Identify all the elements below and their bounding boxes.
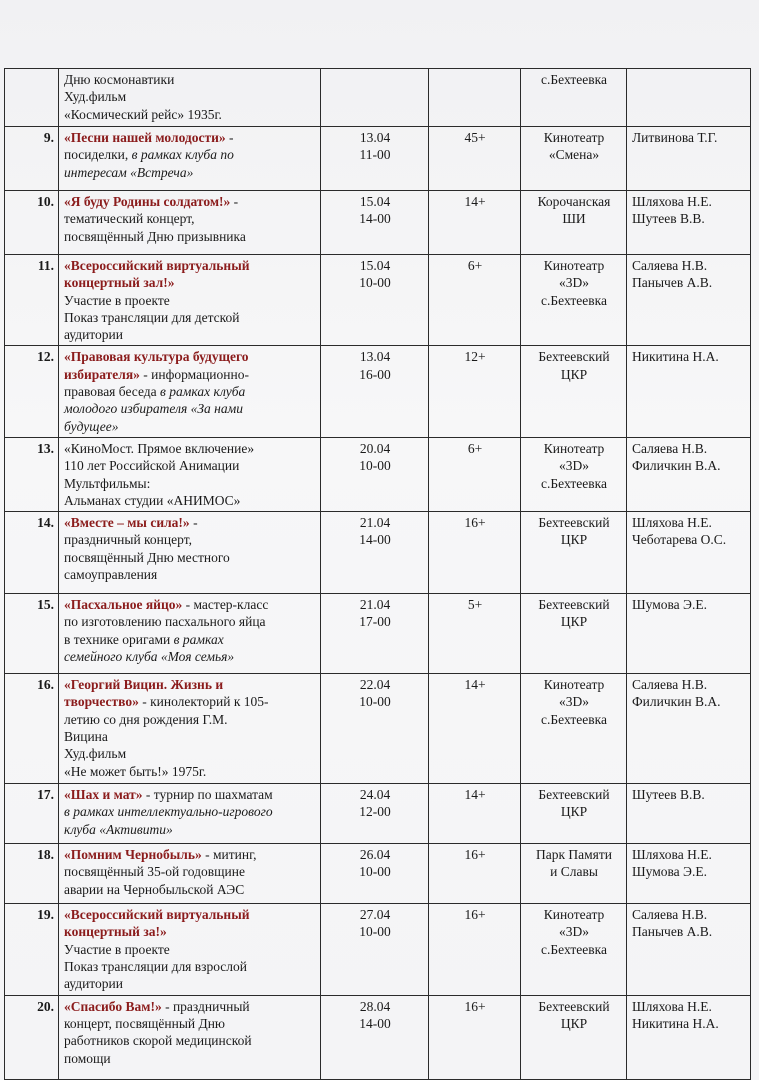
description-line — [64, 475, 316, 492]
description-line — [64, 786, 316, 803]
description-line — [64, 440, 316, 457]
description-line — [64, 1032, 316, 1049]
event-time: 10-00 — [359, 924, 391, 940]
description-text: по изготовлению пасхального яйца — [64, 614, 266, 630]
description-text: самоуправления — [64, 567, 158, 583]
description-line — [64, 1050, 316, 1067]
description-line — [64, 457, 316, 474]
event-date: 15.04 — [359, 194, 391, 209]
responsible-person: Филичкин В.А. — [632, 694, 721, 710]
responsible-persons — [627, 674, 751, 784]
events-table-body — [5, 69, 751, 1080]
description-line — [64, 210, 316, 227]
description-line — [64, 648, 316, 665]
description-line — [64, 274, 316, 291]
description-line — [64, 958, 316, 975]
event-time: 11-00 — [359, 147, 391, 163]
age-rating: 16+ — [429, 512, 521, 594]
description-line — [64, 228, 316, 245]
responsible-person: Саляева Н.В. — [632, 907, 708, 923]
responsible-persons — [627, 127, 751, 191]
event-time: 10-00 — [359, 458, 391, 474]
description-line — [64, 863, 316, 880]
event-time: 17-00 — [359, 614, 391, 630]
event-date: 21.04 — [359, 597, 391, 613]
venue-line: Бехтеевский — [538, 597, 610, 613]
description-text: праздничный концерт, — [64, 532, 192, 548]
row-number: 19. — [5, 904, 59, 995]
description-line — [64, 383, 316, 400]
description-text: - информационно- — [139, 366, 249, 382]
age-rating: 16+ — [429, 904, 521, 995]
description-text: помощи — [64, 1050, 111, 1066]
description-text: «Космический рейс» 1935г. — [64, 106, 222, 122]
event-title: «Песни нашей молодости» — [64, 130, 226, 145]
responsible-person: Литвинова Т.Г. — [632, 130, 718, 145]
age-rating: 16+ — [429, 995, 521, 1079]
event-date-time — [321, 69, 429, 127]
venue-line: Бехтеевский — [538, 515, 610, 531]
event-time: 14-00 — [359, 1015, 391, 1031]
event-time: 10-00 — [359, 864, 391, 880]
event-date-time — [321, 784, 429, 844]
table-row — [5, 904, 751, 995]
responsible-persons — [627, 594, 751, 674]
event-time: 10-00 — [359, 694, 391, 710]
event-date: 20.04 — [359, 440, 391, 456]
venue-line: Кинотеатр — [543, 258, 605, 273]
description-line — [64, 400, 316, 417]
venue-line: Корочанская — [537, 194, 611, 209]
club-note: в рамках клуба — [160, 384, 246, 400]
table-row — [5, 191, 751, 255]
venue-line: и Славы — [550, 864, 598, 880]
responsible-persons — [627, 512, 751, 594]
venue-line: Кинотеатр — [543, 907, 605, 923]
table-row — [5, 127, 751, 191]
event-date: 22.04 — [359, 677, 391, 693]
description-text: Дню космонавтики — [64, 72, 175, 87]
description-line — [64, 566, 316, 583]
description-line — [64, 998, 316, 1015]
club-note: в рамках — [173, 631, 224, 647]
event-date: 13.04 — [359, 349, 391, 365]
venue-line: Парк Памяти — [535, 847, 613, 863]
age-rating: 16+ — [429, 844, 521, 904]
description-line — [64, 821, 316, 838]
event-title: «Вместе – мы сила!» — [64, 515, 190, 531]
table-row — [5, 784, 751, 844]
row-number: 18. — [5, 844, 59, 904]
responsible-person: Шумова Э.Е. — [632, 864, 707, 880]
event-title: «Помним Чернобыль» — [64, 847, 202, 863]
description-line — [64, 193, 316, 210]
description-line — [64, 613, 316, 630]
description-line — [64, 803, 316, 820]
description-line — [64, 531, 316, 548]
event-title: «Спасибо Вам!» — [64, 998, 162, 1014]
club-note: интересам «Встреча» — [64, 164, 194, 180]
description-text: Вицина — [64, 729, 108, 745]
description-line — [64, 164, 316, 181]
event-date-time — [321, 127, 429, 191]
event-time: 10-00 — [359, 275, 391, 291]
description-line — [64, 549, 316, 566]
event-description — [59, 512, 321, 594]
event-date: 24.04 — [359, 787, 391, 803]
description-text: посвящённый Дню призывника — [64, 228, 246, 244]
row-number: 17. — [5, 784, 59, 844]
description-text: Участие в проекте — [64, 292, 170, 308]
event-venue — [521, 69, 627, 127]
events-table — [4, 68, 751, 1080]
event-date-time — [321, 512, 429, 594]
event-title: «Всероссийский виртуальный — [64, 258, 250, 273]
age-rating — [429, 69, 521, 127]
description-line — [64, 596, 316, 613]
responsible-persons — [627, 346, 751, 437]
responsible-persons — [627, 191, 751, 255]
responsible-persons — [627, 844, 751, 904]
event-description — [59, 69, 321, 127]
venue-line: «3D» — [559, 458, 589, 474]
event-date: 26.04 — [359, 847, 391, 863]
table-row — [5, 995, 751, 1079]
age-rating: 45+ — [429, 127, 521, 191]
description-line — [64, 257, 316, 274]
age-rating: 6+ — [429, 437, 521, 511]
venue-line: с.Бехтеевка — [541, 475, 607, 491]
description-text: - — [230, 194, 239, 209]
responsible-person: Никитина Н.А. — [632, 1015, 719, 1031]
age-rating: 12+ — [429, 346, 521, 437]
responsible-person: Панычев А.В. — [632, 275, 713, 291]
venue-line: ЦКР — [560, 532, 588, 548]
age-rating: 14+ — [429, 784, 521, 844]
description-line — [64, 745, 316, 762]
venue-line: «3D» — [559, 924, 589, 940]
table-row — [5, 437, 751, 511]
responsible-person: Саляева Н.В. — [632, 440, 708, 456]
row-number: 13. — [5, 437, 59, 511]
description-text: Показ трансляции для взрослой — [64, 959, 248, 975]
table-row — [5, 255, 751, 346]
description-line — [64, 88, 316, 105]
event-date-time — [321, 191, 429, 255]
event-date: 28.04 — [359, 998, 391, 1014]
venue-line: Бехтеевский — [538, 349, 610, 365]
description-text: - митинг, — [201, 847, 257, 863]
age-rating: 5+ — [429, 594, 521, 674]
event-description — [59, 995, 321, 1079]
description-line — [64, 418, 316, 435]
table-row — [5, 674, 751, 784]
event-venue — [521, 512, 627, 594]
event-date-time — [321, 844, 429, 904]
event-title: концертный зал!» — [64, 275, 175, 291]
description-text: работников скорой медицинской — [64, 1033, 252, 1049]
row-number: 12. — [5, 346, 59, 437]
description-text: Участие в проекте — [64, 941, 170, 957]
event-date: 27.04 — [359, 907, 391, 923]
event-description — [59, 844, 321, 904]
description-text: аудитории — [64, 327, 123, 343]
event-date-time — [321, 995, 429, 1079]
club-note: молодого избирателя «За нами — [64, 401, 243, 417]
responsible-persons — [627, 255, 751, 346]
description-text: посвящённый Дню местного — [64, 549, 230, 565]
description-text: - — [189, 515, 198, 531]
description-line — [64, 348, 316, 365]
responsible-persons — [627, 904, 751, 995]
event-title: «Георгий Вицин. Жизнь и — [64, 677, 224, 693]
table-row — [5, 844, 751, 904]
description-line — [64, 728, 316, 745]
event-time: 14-00 — [359, 532, 391, 548]
event-description — [59, 784, 321, 844]
description-line — [64, 631, 316, 648]
responsible-person: Шляхова Н.Е. — [632, 847, 712, 863]
description-text: аудитории — [64, 976, 123, 992]
row-number: 20. — [5, 995, 59, 1079]
responsible-person: Шляхова Н.Е. — [632, 194, 712, 209]
responsible-person: Никитина Н.А. — [632, 349, 719, 365]
responsible-person: Филичкин В.А. — [632, 458, 721, 474]
row-number: 11. — [5, 255, 59, 346]
event-title: творчество» — [64, 694, 139, 710]
event-date: 15.04 — [359, 258, 391, 273]
venue-line: Кинотеатр — [543, 440, 605, 456]
event-venue — [521, 594, 627, 674]
row-number: 16. — [5, 674, 59, 784]
venue-line: Кинотеатр — [543, 130, 605, 145]
event-date-time — [321, 346, 429, 437]
responsible-person: Саляева Н.В. — [632, 677, 708, 693]
description-text: 110 лет Российской Анимации — [64, 458, 240, 474]
event-title: «Правовая культура будущего — [64, 349, 249, 365]
responsible-person: Шумова Э.Е. — [632, 597, 707, 613]
description-line — [64, 975, 316, 992]
description-line — [64, 693, 316, 710]
description-text: «Не может быть!» 1975г. — [64, 763, 207, 779]
row-number: 10. — [5, 191, 59, 255]
responsible-person: Саляева Н.В. — [632, 258, 708, 273]
description-line — [64, 941, 316, 958]
description-text: Мультфильмы: — [64, 475, 151, 491]
description-text: Показ трансляции для детской — [64, 309, 240, 325]
club-note: в рамках клуба по — [131, 147, 234, 163]
event-time: 14-00 — [359, 211, 391, 227]
description-line — [64, 763, 316, 780]
venue-line: ЦКР — [560, 614, 588, 630]
venue-line: «Смена» — [548, 147, 600, 163]
event-venue — [521, 904, 627, 995]
responsible-persons — [627, 995, 751, 1079]
event-description — [59, 127, 321, 191]
description-line — [64, 71, 316, 88]
responsible-persons — [627, 437, 751, 511]
description-line — [64, 292, 316, 309]
venue-line: ЦКР — [560, 366, 588, 382]
table-row — [5, 69, 751, 127]
description-text: тематический концерт, — [64, 211, 195, 227]
event-date-time — [321, 904, 429, 995]
responsible-person: Шляхова Н.Е. — [632, 998, 712, 1014]
responsible-persons — [627, 69, 751, 127]
event-venue — [521, 674, 627, 784]
venue-line: с.Бехтеевка — [541, 72, 607, 87]
responsible-person: Шутеев В.В. — [632, 211, 705, 227]
description-line — [64, 326, 316, 343]
description-text: «КиноМост. Прямое включение» — [64, 440, 255, 456]
event-description — [59, 346, 321, 437]
description-line — [64, 514, 316, 531]
venue-line: с.Бехтеевка — [541, 292, 607, 308]
event-venue — [521, 191, 627, 255]
venue-line: с.Бехтеевка — [541, 941, 607, 957]
venue-line: ЦКР — [560, 804, 588, 820]
event-date-time — [321, 437, 429, 511]
description-text: правовая беседа — [64, 384, 160, 400]
event-time: 16-00 — [359, 366, 391, 382]
description-line — [64, 1015, 316, 1032]
venue-line: Бехтеевский — [538, 787, 610, 803]
row-number: 9. — [5, 127, 59, 191]
event-description — [59, 594, 321, 674]
event-title: «Шах и мат» — [64, 787, 143, 803]
description-text: - турнир по шахматам — [142, 787, 273, 803]
description-line — [64, 129, 316, 146]
event-venue — [521, 346, 627, 437]
description-text: посвящённый 35-ой годовщине — [64, 864, 245, 880]
table-row — [5, 512, 751, 594]
description-line — [64, 366, 316, 383]
description-line — [64, 846, 316, 863]
event-venue — [521, 255, 627, 346]
event-description — [59, 437, 321, 511]
description-line — [64, 906, 316, 923]
responsible-person: Шляхова Н.Е. — [632, 515, 712, 531]
event-title: избирателя» — [64, 366, 140, 382]
description-text: - кинолекторий к 105- — [138, 694, 269, 710]
event-time: 12-00 — [359, 804, 391, 820]
description-text: посиделки, — [64, 147, 132, 163]
description-line — [64, 923, 316, 940]
event-date: 21.04 — [359, 515, 391, 531]
event-venue — [521, 995, 627, 1079]
responsible-person: Чеботарева О.С. — [632, 532, 727, 548]
venue-line: ШИ — [562, 211, 586, 227]
club-note: в рамках интеллектуально-игрового — [64, 804, 273, 820]
description-line — [64, 146, 316, 163]
venue-line: с.Бехтеевка — [541, 711, 607, 727]
event-venue — [521, 844, 627, 904]
event-venue — [521, 784, 627, 844]
table-row — [5, 594, 751, 674]
venue-line: «3D» — [559, 694, 589, 710]
description-text: Худ.фильм — [64, 746, 127, 762]
event-venue — [521, 437, 627, 511]
event-title: концертный за!» — [64, 924, 167, 940]
description-text: - праздничный — [161, 998, 250, 1014]
description-text: Худ.фильм — [64, 89, 127, 105]
row-number — [5, 69, 59, 127]
event-title: «Я буду Родины солдатом!» — [64, 194, 231, 209]
event-date-time — [321, 594, 429, 674]
responsible-person: Панычев А.В. — [632, 924, 713, 940]
club-note: будущее» — [64, 418, 119, 434]
age-rating: 6+ — [429, 255, 521, 346]
age-rating: 14+ — [429, 674, 521, 784]
event-title: «Пасхальное яйцо» — [64, 597, 183, 613]
event-title: «Всероссийский виртуальный — [64, 907, 250, 923]
description-text: летию со дня рождения Г.М. — [64, 711, 228, 727]
description-text: - мастер-класс — [182, 597, 269, 613]
venue-line: ЦКР — [560, 1015, 588, 1031]
row-number: 15. — [5, 594, 59, 674]
age-rating: 14+ — [429, 191, 521, 255]
venue-line: Бехтеевский — [538, 998, 610, 1014]
event-description — [59, 191, 321, 255]
description-text: Альманах студии «АНИМОС» — [64, 492, 241, 508]
description-line — [64, 676, 316, 693]
club-note: семейного клуба «Моя семья» — [64, 649, 235, 665]
description-line — [64, 711, 316, 728]
event-description — [59, 255, 321, 346]
description-text: аварии на Чернобыльской АЭС — [64, 881, 245, 897]
event-date: 13.04 — [359, 130, 391, 145]
description-text: в технике оригами — [64, 631, 174, 647]
row-number: 14. — [5, 512, 59, 594]
event-venue — [521, 127, 627, 191]
description-line — [64, 106, 316, 123]
description-text: концерт, посвящённый Дню — [64, 1015, 226, 1031]
responsible-persons — [627, 784, 751, 844]
event-description — [59, 904, 321, 995]
venue-line: «3D» — [559, 275, 589, 291]
table-row — [5, 346, 751, 437]
description-line — [64, 309, 316, 326]
event-date-time — [321, 255, 429, 346]
event-description — [59, 674, 321, 784]
club-note: клуба «Активити» — [64, 821, 173, 837]
venue-line: Кинотеатр — [543, 677, 605, 693]
description-line — [64, 881, 316, 898]
event-date-time — [321, 674, 429, 784]
description-line — [64, 492, 316, 509]
description-text: - — [225, 130, 234, 145]
responsible-person: Шутеев В.В. — [632, 787, 705, 803]
